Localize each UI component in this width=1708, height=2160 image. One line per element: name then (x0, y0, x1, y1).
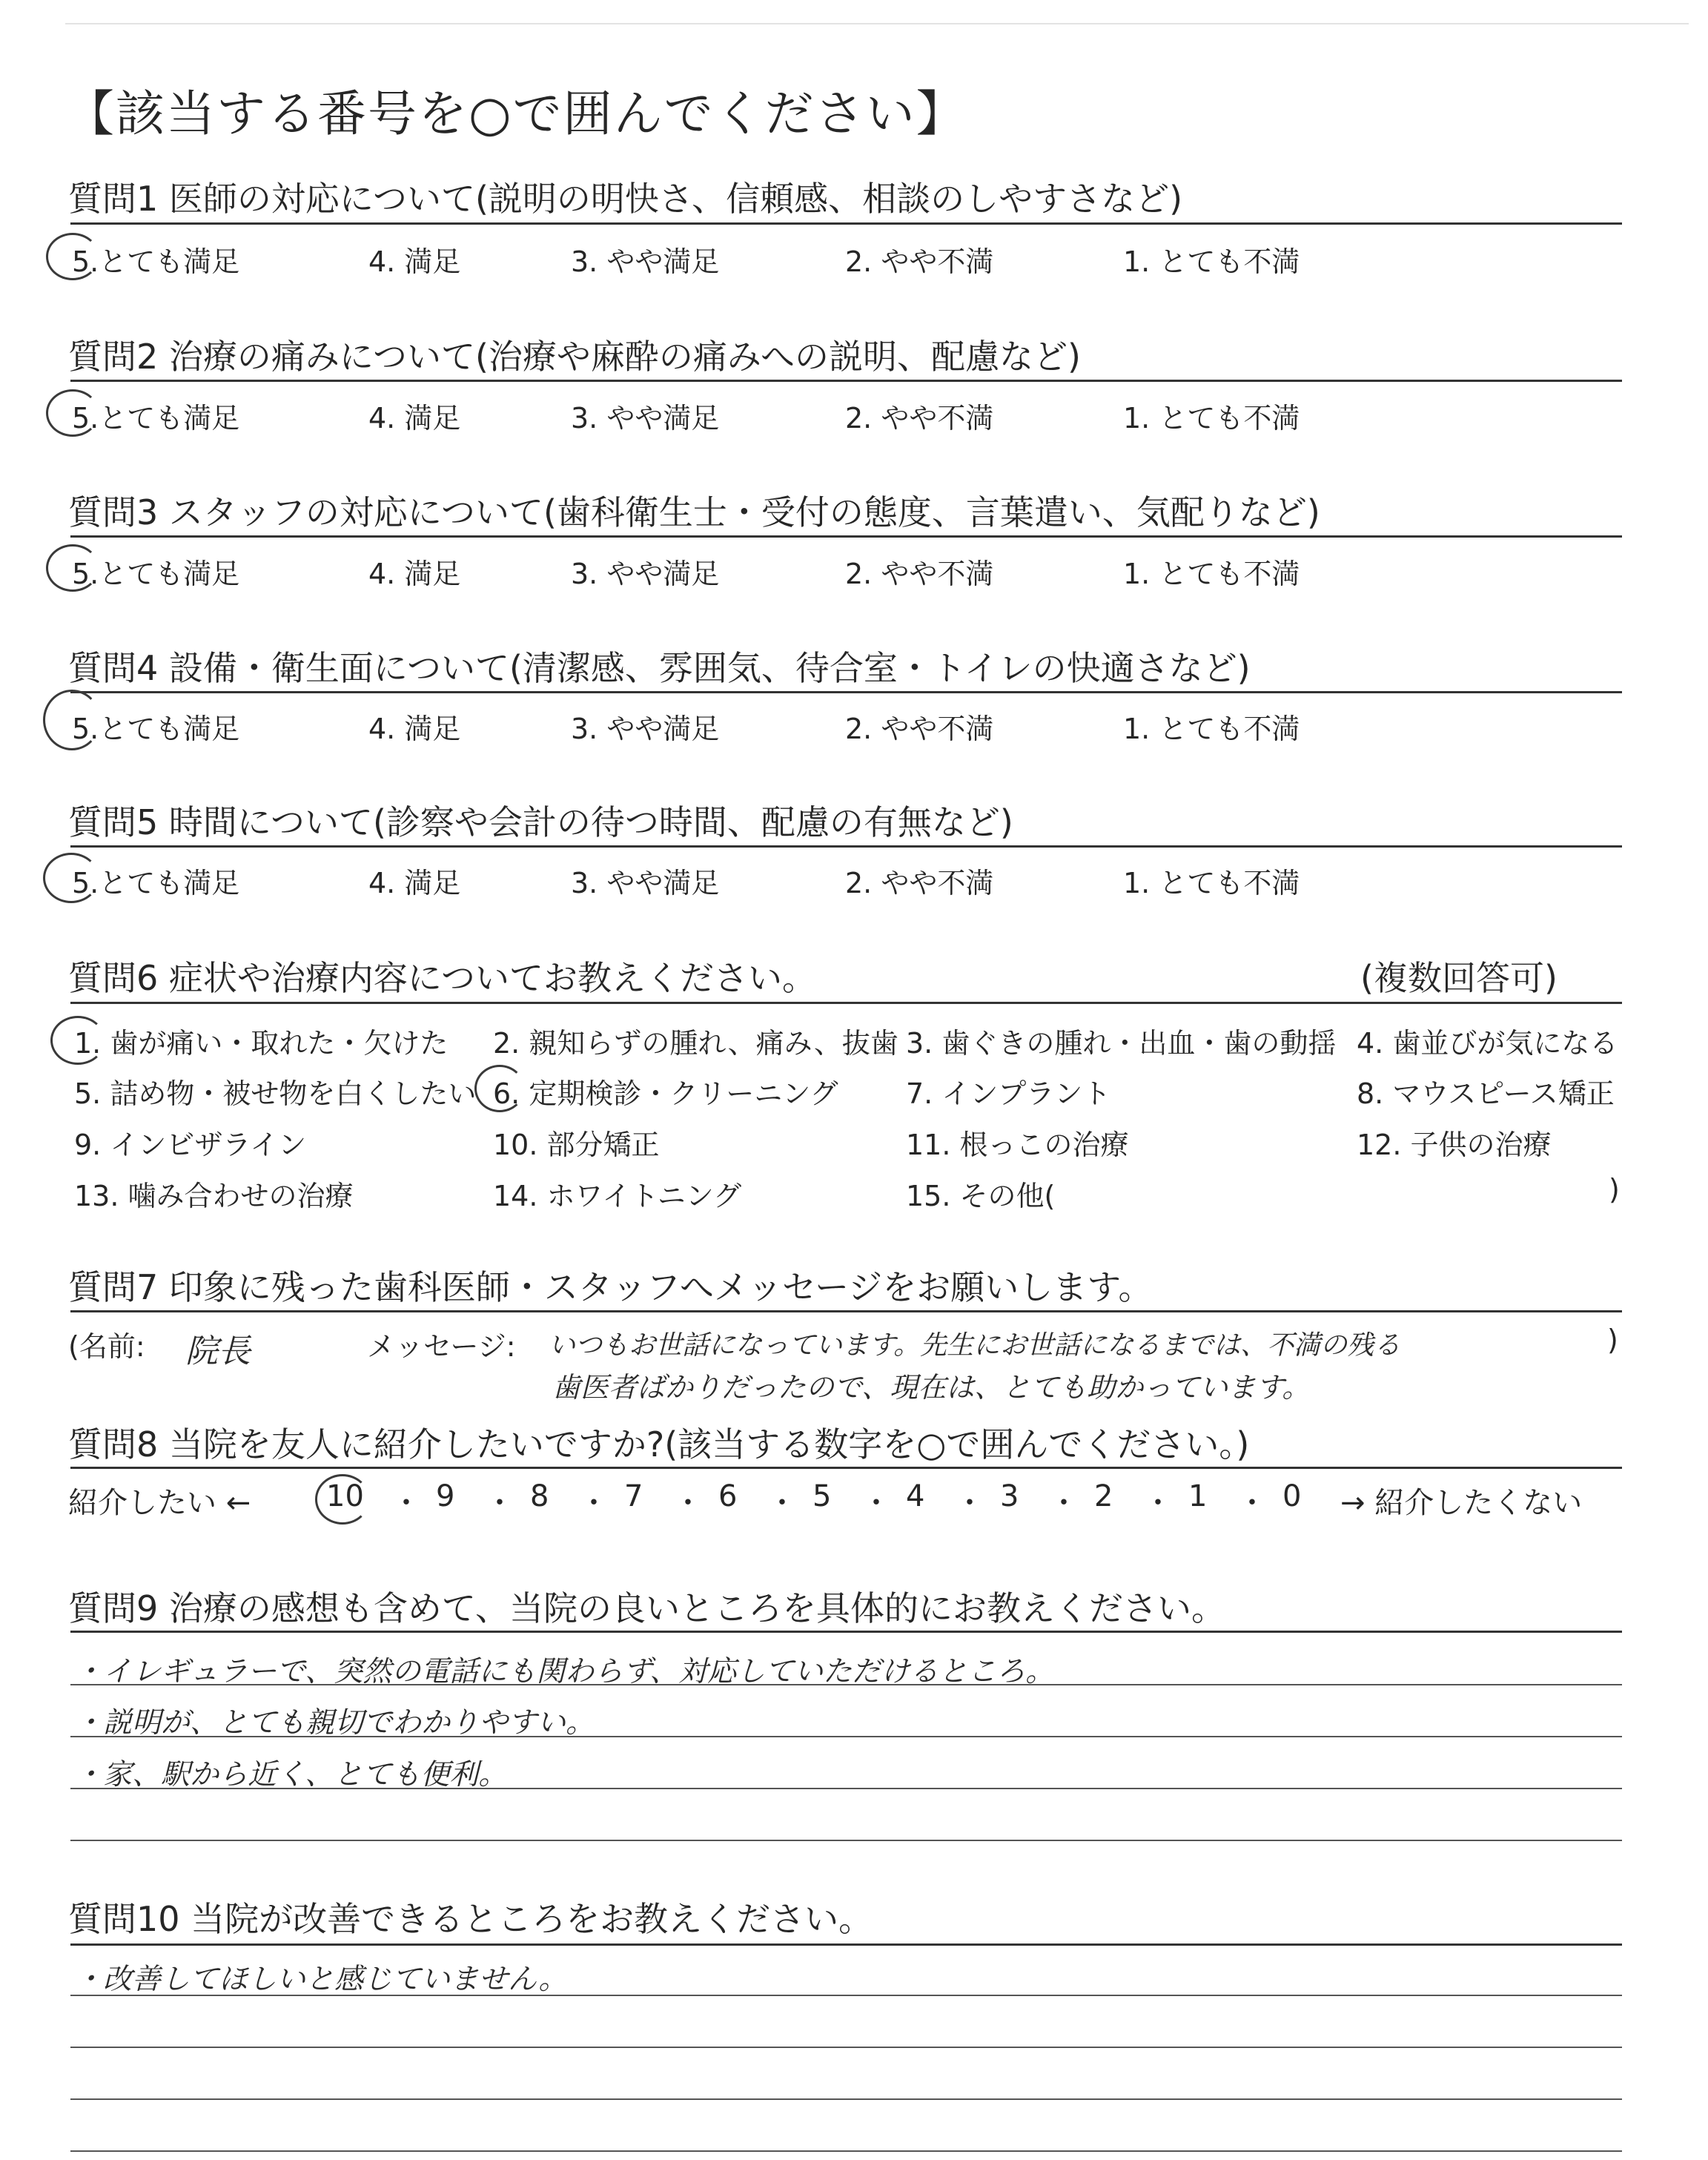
question-6-rule (70, 1002, 1622, 1004)
q8-scale-sep: ・ (955, 1486, 984, 1520)
q1-option-5[interactable]: 5.とても満足 (72, 245, 240, 278)
q7-close-paren: ) (1607, 1324, 1618, 1356)
q8-scale-sep: ・ (673, 1486, 703, 1520)
scan-top-edge (65, 23, 1689, 24)
q8-scale-0[interactable]: 0 (1282, 1479, 1302, 1513)
q9-line-rule (70, 1684, 1622, 1685)
question-2-title: 質問2 治療の痛みについて(治療や麻酔の痛みへの説明、配慮など) (68, 337, 1081, 377)
q1-option-1[interactable]: 1. とても不満 (1123, 245, 1300, 278)
q2-option-4[interactable]: 4. 満足 (368, 402, 461, 435)
q6-option-1[interactable]: 1. 歯が痛い・取れた・欠けた (74, 1027, 448, 1060)
q9-answer-line-2[interactable]: ・説明が、とても親切でわかりやすい。 (74, 1706, 595, 1740)
page-title: 【該当する番号を○で囲んでください】 (65, 85, 967, 142)
q8-scale-10[interactable]: 10 (326, 1479, 364, 1513)
q8-scale-sep: ・ (391, 1486, 421, 1520)
q8-right-label: → 紹介したくない (1340, 1486, 1583, 1520)
q6-option-5[interactable]: 5. 詰め物・被せ物を白くしたい (74, 1077, 477, 1110)
q8-left-label: 紹介したい ← (68, 1486, 251, 1520)
q6-option-2[interactable]: 2. 親知らずの腫れ、痛み、抜歯 (493, 1027, 898, 1060)
q2-option-3[interactable]: 3. やや満足 (571, 402, 720, 435)
q2-option-1[interactable]: 1. とても不満 (1123, 402, 1300, 435)
question-7-rule (70, 1310, 1622, 1312)
q7-message-line-2[interactable]: 歯医者ばかりだったので、現在は、とても助かっています。 (552, 1371, 1311, 1404)
q8-scale-sep: ・ (1143, 1486, 1173, 1520)
question-8-title: 質問8 当院を友人に紹介したいですか?(該当する数字を○で囲んでください。) (68, 1424, 1250, 1464)
q10-line-rule (70, 2150, 1622, 2152)
question-8-rule (70, 1467, 1622, 1469)
question-6-note: (複数回答可) (1360, 958, 1558, 998)
q9-line-rule (70, 1788, 1622, 1789)
question-9-title: 質問9 治療の感想も含めて、当院の良いところを具体的にお教えください。 (68, 1588, 1225, 1628)
question-10-title: 質問10 当院が改善できるところをお教えください。 (68, 1899, 873, 1939)
q5-option-3[interactable]: 3. やや満足 (571, 867, 720, 899)
question-7-title: 質問7 印象に残った歯科医師・スタッフへメッセージをお願いします。 (68, 1267, 1153, 1307)
q9-line-rule (70, 1736, 1622, 1737)
q2-option-2[interactable]: 2. やや不満 (845, 402, 994, 435)
q7-message-line-1[interactable]: いつもお世話になっています。先生にお世話になるまでは、不満の残る (549, 1330, 1401, 1361)
q6-option-3[interactable]: 3. 歯ぐきの腫れ・出血・歯の動揺 (906, 1027, 1337, 1060)
q9-answer-line-1[interactable]: ・イレギュラーで、突然の電話にも関わらず、対応していただけるところ。 (74, 1655, 1055, 1688)
q10-line-rule (70, 2098, 1622, 2100)
q1-option-2[interactable]: 2. やや不満 (845, 245, 994, 278)
q6-option-4[interactable]: 4. 歯並びが気になる (1357, 1027, 1618, 1060)
q4-option-5[interactable]: 5.とても満足 (72, 713, 240, 745)
q5-option-1[interactable]: 1. とても不満 (1123, 867, 1300, 899)
q4-option-4[interactable]: 4. 満足 (368, 713, 461, 745)
q8-scale-2[interactable]: 2 (1094, 1479, 1113, 1513)
q4-option-1[interactable]: 1. とても不満 (1123, 713, 1300, 745)
q3-option-1[interactable]: 1. とても不満 (1123, 558, 1300, 590)
q6-option-6[interactable]: 6. 定期検診・クリーニング (493, 1077, 838, 1110)
question-4-title: 質問4 設備・衛生面について(清潔感、雰囲気、待合室・トイレの快適さなど) (68, 648, 1251, 688)
q3-option-5[interactable]: 5.とても満足 (72, 558, 240, 590)
q8-scale-7[interactable]: 7 (624, 1479, 643, 1513)
q7-name-label: (名前: (68, 1330, 145, 1363)
q3-option-3[interactable]: 3. やや満足 (571, 558, 720, 590)
q3-option-4[interactable]: 4. 満足 (368, 558, 461, 590)
q8-scale-1[interactable]: 1 (1188, 1479, 1208, 1513)
q8-scale-sep: ・ (1049, 1486, 1079, 1520)
q8-scale-sep: ・ (1237, 1486, 1267, 1520)
q8-scale-6[interactable]: 6 (718, 1479, 738, 1513)
q6-option-8[interactable]: 8. マウスピース矯正 (1357, 1077, 1615, 1110)
question-1-rule (70, 222, 1622, 225)
q10-line-rule (70, 1995, 1622, 1996)
q8-scale-sep: ・ (861, 1486, 891, 1520)
q9-line-rule (70, 1840, 1622, 1841)
q1-option-4[interactable]: 4. 満足 (368, 245, 461, 278)
q8-scale-3[interactable]: 3 (1000, 1479, 1019, 1513)
q7-name-handwritten[interactable]: 院長 (185, 1332, 251, 1370)
q9-answer-line-3[interactable]: ・家、駅から近く、とても便利。 (74, 1758, 508, 1791)
q6-option-9[interactable]: 9. インビザライン (74, 1129, 307, 1161)
q10-line-rule (70, 2047, 1622, 2048)
q8-scale-sep: ・ (485, 1486, 514, 1520)
question-5-title: 質問5 時間について(診察や会計の待つ時間、配慮の有無など) (68, 802, 1013, 842)
q8-scale-sep: ・ (767, 1486, 797, 1520)
q6-option-14[interactable]: 14. ホワイトニング (493, 1180, 742, 1212)
q10-answer-line-1[interactable]: ・改善してほしいと感じていません。 (74, 1963, 568, 1996)
question-9-rule (70, 1631, 1622, 1633)
q4-option-3[interactable]: 3. やや満足 (571, 713, 720, 745)
q5-option-5[interactable]: 5.とても満足 (72, 867, 240, 899)
q8-scale-5[interactable]: 5 (812, 1479, 832, 1513)
q8-scale-8[interactable]: 8 (530, 1479, 549, 1513)
q4-option-2[interactable]: 2. やや不満 (845, 713, 994, 745)
q8-scale-9[interactable]: 9 (436, 1479, 455, 1513)
q8-scale-4[interactable]: 4 (906, 1479, 925, 1513)
q6-option-15[interactable]: 15. その他( (906, 1180, 1056, 1212)
question-10-rule (70, 1943, 1622, 1946)
question-3-title: 質問3 スタッフの対応について(歯科衛生士・受付の態度、言葉遣い、気配りなど) (68, 492, 1320, 532)
q6-option-15-close: ) (1609, 1173, 1620, 1206)
q1-option-3[interactable]: 3. やや満足 (571, 245, 720, 278)
question-3-rule (70, 535, 1622, 538)
q6-option-7[interactable]: 7. インプラント (906, 1077, 1111, 1110)
q6-option-13[interactable]: 13. 噛み合わせの治療 (74, 1180, 354, 1212)
q6-option-10[interactable]: 10. 部分矯正 (493, 1129, 660, 1161)
q3-option-2[interactable]: 2. やや不満 (845, 558, 994, 590)
question-6-title: 質問6 症状や治療内容についてお教えください。 (68, 958, 816, 998)
q6-option-12[interactable]: 12. 子供の治療 (1357, 1129, 1552, 1161)
q2-option-5[interactable]: 5.とても満足 (72, 402, 240, 435)
question-5-rule (70, 845, 1622, 848)
q7-message-label: メッセージ: (367, 1330, 516, 1363)
q5-option-4[interactable]: 4. 満足 (368, 867, 461, 899)
question-2-rule (70, 380, 1622, 382)
q8-scale-sep: ・ (579, 1486, 609, 1520)
q5-option-2[interactable]: 2. やや不満 (845, 867, 994, 899)
q6-option-11[interactable]: 11. 根っこの治療 (906, 1129, 1129, 1161)
question-1-title: 質問1 医師の対応について(説明の明快さ、信頼感、相談のしやすさなど) (68, 179, 1183, 219)
question-4-rule (70, 691, 1622, 693)
